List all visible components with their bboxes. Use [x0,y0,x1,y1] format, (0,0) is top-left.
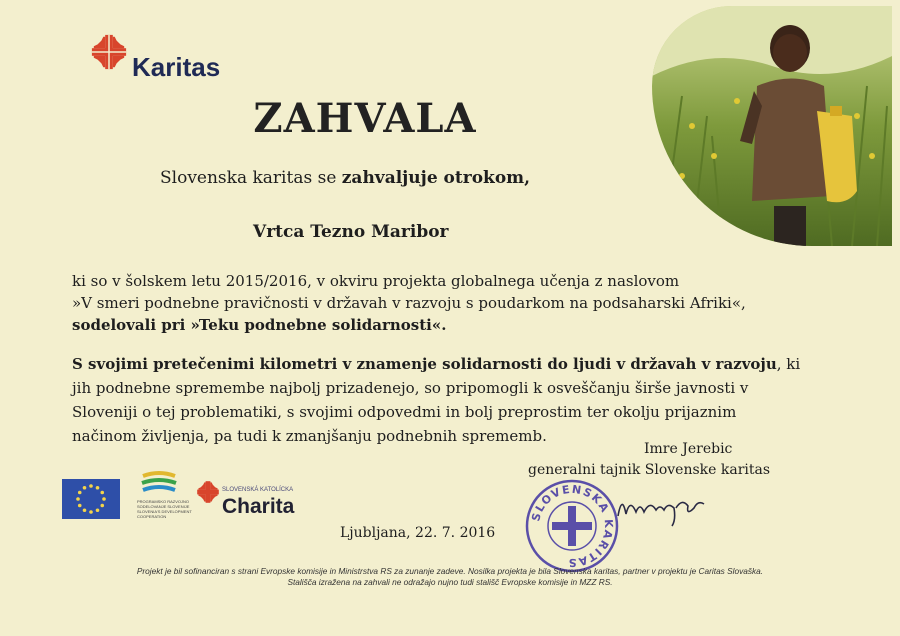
para2-line: jih podnebne spremembe najbolj prizadenejo, so pripomogli k osveščanju širše javnosti v [72,379,749,397]
eu-star [78,491,82,495]
para1-line: ki so v šolskem letu 2015/2016, v okviru projekta globalnega učenja z naslovom [72,272,680,290]
charita-subtitle: SLOVENSKÁ KATOLÍCKA [222,487,294,493]
eu-star [96,486,100,490]
para2-line: načinom življenja, pa tudi k zmanjšanju podnebnih sprememb. [72,427,547,445]
karitas-cross-icon [90,33,128,71]
paragraph-2 [72,352,832,448]
eu-star [89,484,93,488]
karitas-logo [90,33,221,82]
development-cooperation-text: PROGRAMSKO RAZVOJNO SODELOVANJE SLOVENIJE SLOVENIA'S DEVELOPMENT COOPERATION [137,499,192,519]
eu-star [83,486,87,490]
karitas-wordmark: Karitas [132,52,221,82]
karitas-stamp [524,478,620,574]
eu-star [78,504,82,508]
eu-star [100,491,104,495]
footer-note [90,566,810,588]
para2-bold: S svojimi pretečenimi kilometri v znamenje solidarnosti do ljudi v državah v razvoju [72,355,777,373]
stamp-cross-icon [552,506,592,546]
charita-cross-icon [196,480,220,504]
para2-line: Sloveniji o tej problematiki, s svojimi odpovedmi in bolj preprostim ter okolju prijaznim [72,403,737,421]
eu-star [96,508,100,512]
eu-star [76,497,80,501]
eu-star [100,504,104,508]
signer-name: Imre Jerebic [644,441,733,457]
para1-line: »V smeri podnebne pravičnosti v državah v razvoju s poudarkom na podsaharski Afriki«, [72,294,746,312]
recipient-name: Vrtca Tezno Maribor [253,222,449,242]
footer-line: Projekt je bil sofinanciran s strani Evropske komisije in Ministrstva RS za zunanje zadeve. Nosilka projekta je bila Slovenska karitas, partner v projektu je Caritas Slovaška. [136,566,764,576]
charita-name: Charita [222,495,295,518]
eu-star [89,510,93,514]
paragraph-1 [72,270,832,336]
thanks-prefix: Slovenska karitas se [160,168,337,188]
para2-line [72,352,832,376]
signature [614,486,710,530]
stamp-text: SLOVENSKA KARITAS [529,482,616,570]
eu-star [83,508,87,512]
child-photo [652,6,892,246]
footer-line: Stališča izražena na zahvali ne odražajo nujno tudi stališč Evropske komisije in MZZ RS. [287,577,613,587]
thanks-bold: zahvaljuje otrokom, [341,168,531,188]
eu-star [102,497,106,501]
certificate-title: ZAHVALA [253,95,477,142]
para2-rest: , ki [776,355,801,373]
slovenia-development-logo [137,470,197,530]
thanks-line [160,168,530,188]
place-date: Ljubljana, 22. 7. 2016 [340,525,496,541]
signer-title: generalni tajnik Slovenske karitas [528,462,771,478]
development-cooperation-icon [139,470,179,498]
eu-flag-icon [62,479,120,519]
para1-line: sodelovali pri »Teku podnebne solidarnosti«. [72,316,447,334]
